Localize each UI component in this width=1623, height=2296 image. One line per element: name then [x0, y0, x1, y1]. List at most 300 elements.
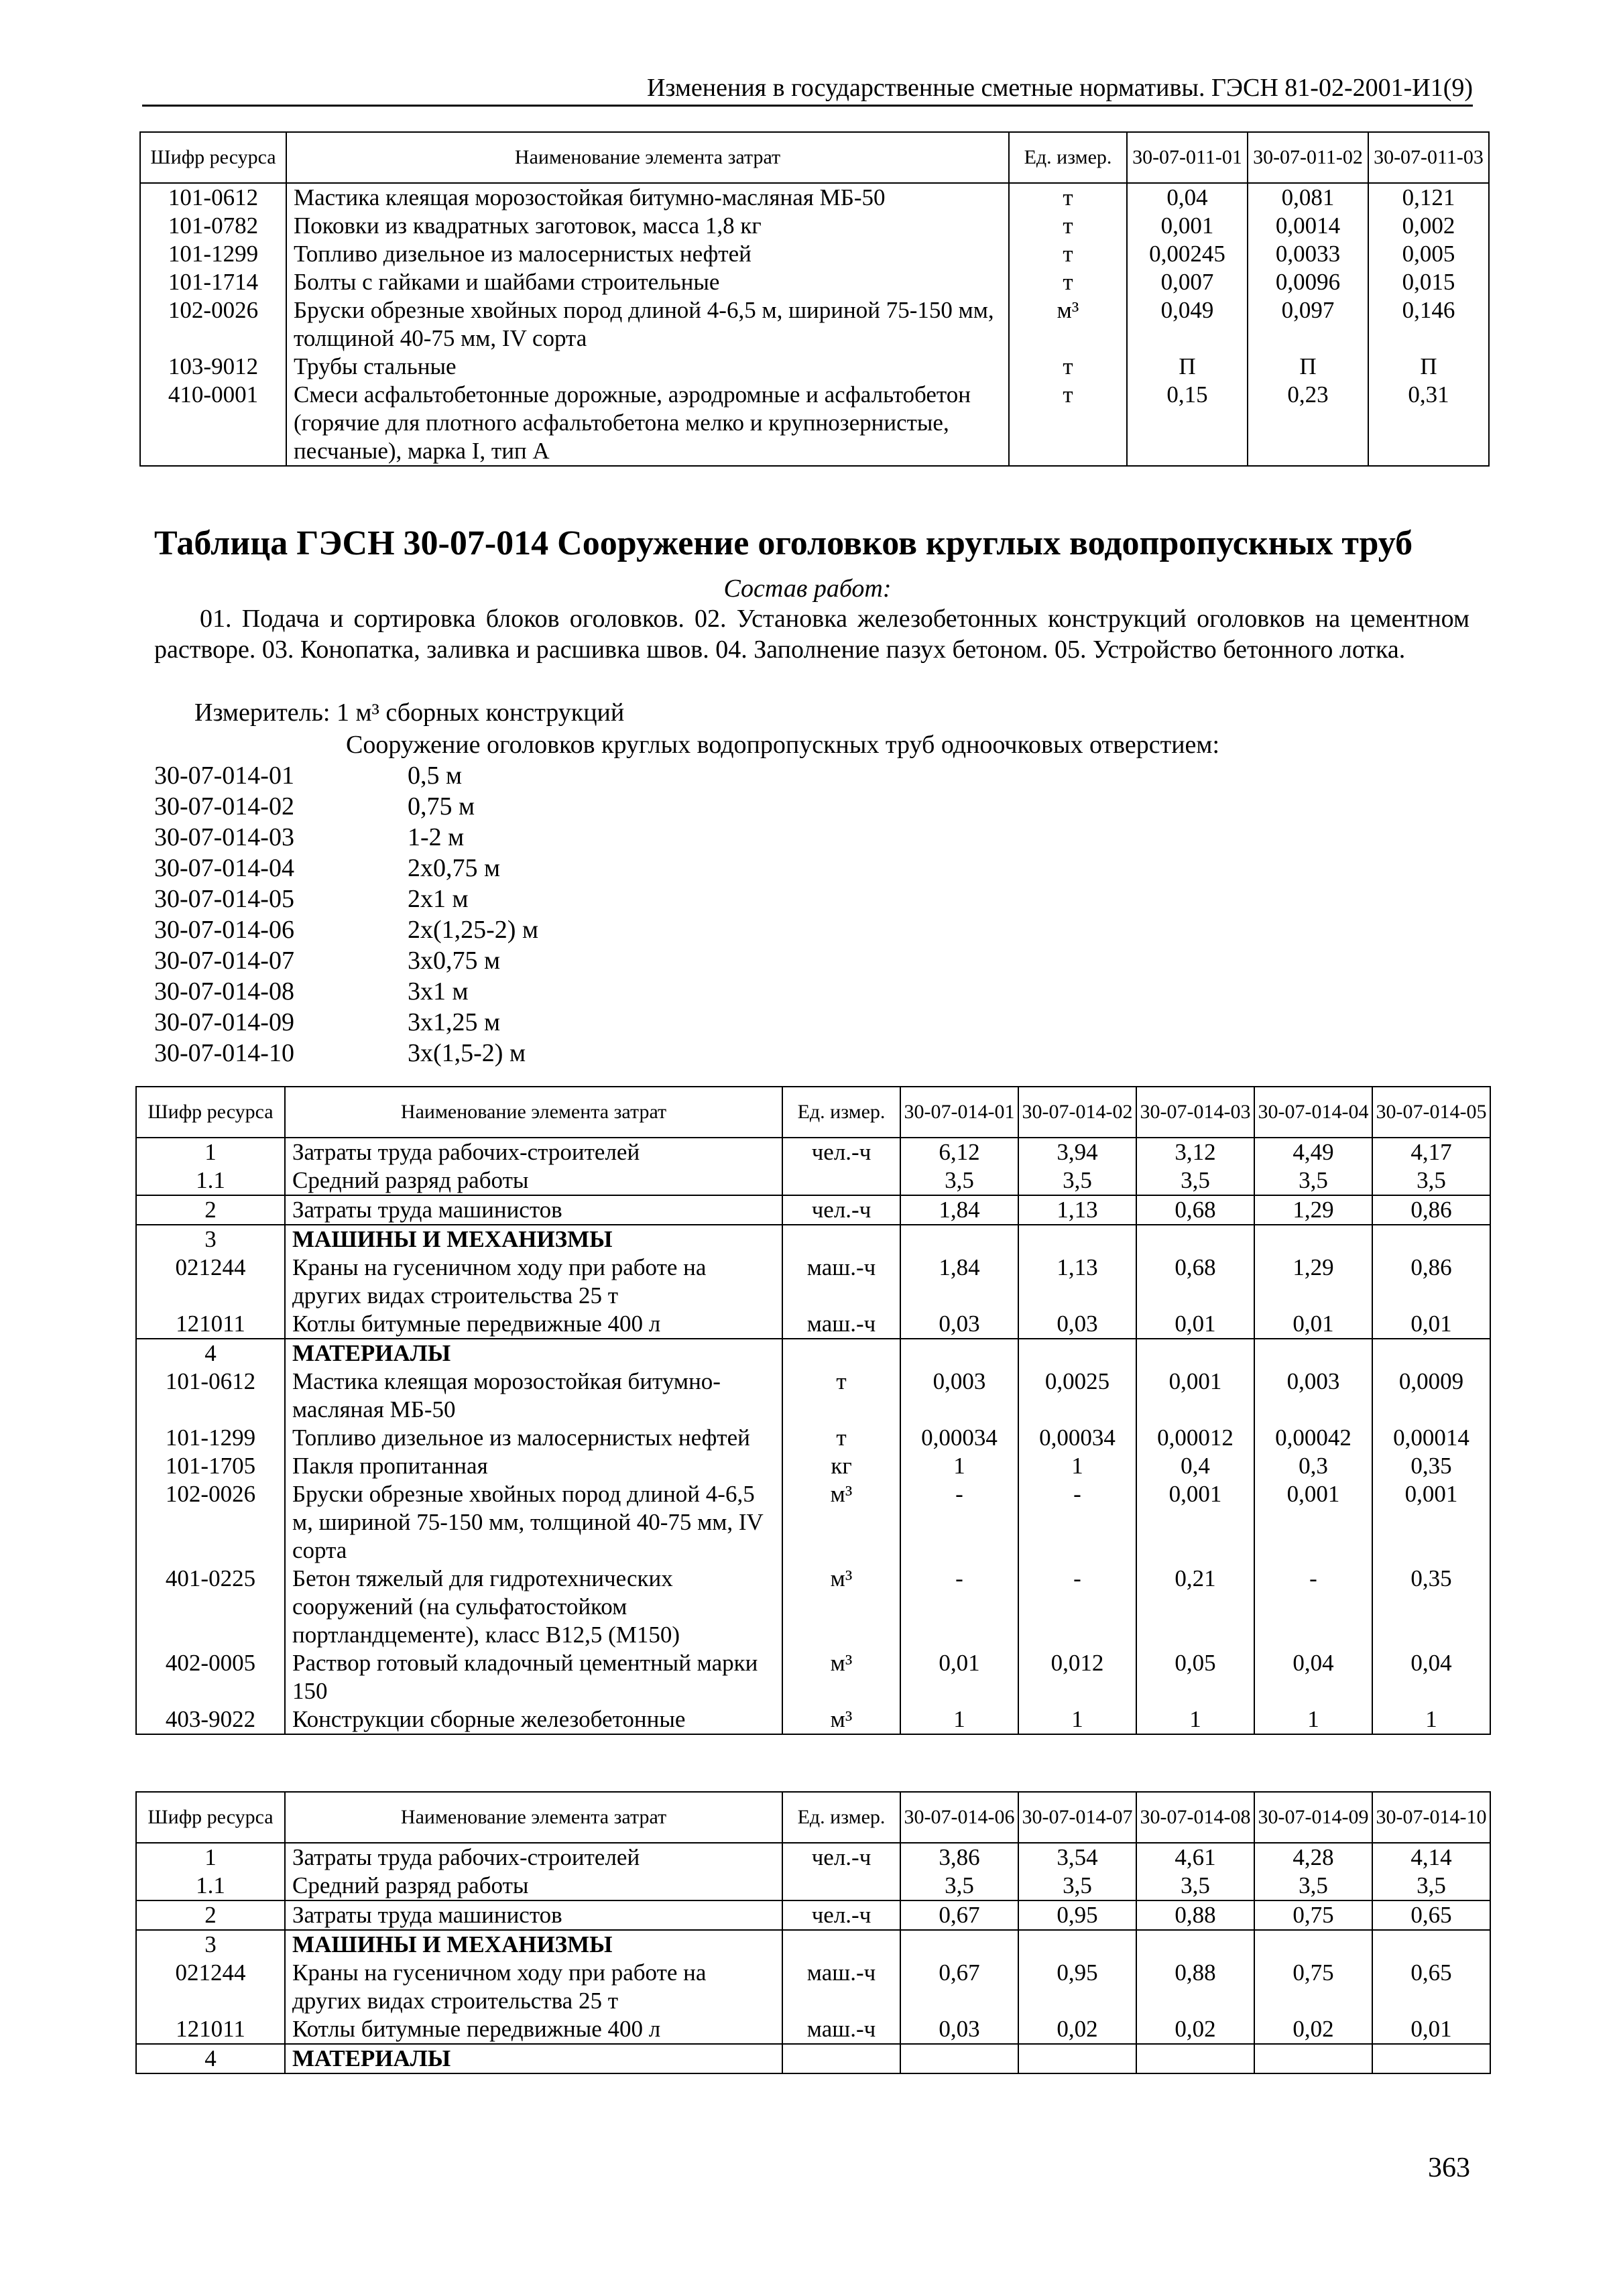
- norm-code: 30-07-014-10: [154, 1039, 294, 1067]
- col-header-unit: Ед. измер.: [1009, 132, 1127, 183]
- value-cell: 0,00012: [1136, 1424, 1254, 1452]
- unit-cell: т: [1009, 353, 1127, 381]
- norm-code: 30-07-014-08: [154, 977, 294, 1006]
- table-row: [136, 1705, 1490, 1734]
- resource-code-cell: 1: [136, 1138, 285, 1166]
- value-cell: 0,65: [1372, 1959, 1490, 2015]
- table-30-07-014-01-05: [135, 1086, 1491, 1735]
- value-cell: П: [1127, 353, 1248, 381]
- code-list-item: [154, 853, 538, 884]
- table-row: [136, 1649, 1490, 1705]
- col-header-value: 30-07-014-09: [1254, 1792, 1372, 1843]
- table-row: [136, 1339, 1490, 1368]
- resource-name-cell: МАТЕРИАЛЫ: [285, 2044, 782, 2073]
- resource-name-cell: Топливо дизельное из малосернистых нефтей: [286, 240, 1009, 268]
- table-row: [140, 353, 1489, 381]
- col-header-value: 30-07-014-04: [1254, 1087, 1372, 1138]
- value-cell: 1,29: [1254, 1195, 1372, 1225]
- unit-cell: т: [782, 1368, 900, 1424]
- unit-cell: чел.-ч: [782, 1843, 900, 1872]
- col-header-value: 30-07-011-03: [1368, 132, 1489, 183]
- value-cell: [1254, 1225, 1372, 1254]
- col-header-name: Наименование элемента затрат: [285, 1087, 782, 1138]
- norm-size: 2х0,75 м: [408, 854, 501, 882]
- value-cell: 0,95: [1018, 1959, 1136, 2015]
- value-cell: 0,001: [1127, 212, 1248, 240]
- resource-code-cell: 402-0005: [136, 1649, 285, 1705]
- value-cell: 1: [1254, 1705, 1372, 1734]
- resource-code-cell: 3: [136, 1225, 285, 1254]
- value-cell: [1372, 2044, 1490, 2073]
- value-cell: 0,0009: [1372, 1368, 1490, 1424]
- unit-cell: м³: [782, 1649, 900, 1705]
- table-row: [140, 212, 1489, 240]
- value-cell: 0,146: [1368, 296, 1489, 353]
- value-cell: [900, 2044, 1018, 2073]
- table-row: [136, 1843, 1490, 1872]
- value-cell: 0,03: [900, 1310, 1018, 1339]
- value-cell: 1,13: [1018, 1195, 1136, 1225]
- value-cell: 4,49: [1254, 1138, 1372, 1166]
- resource-code-cell: 101-0782: [140, 212, 286, 240]
- value-cell: 0,03: [1018, 1310, 1136, 1339]
- resource-code-cell: 121011: [136, 2015, 285, 2044]
- resource-code-cell: 1: [136, 1843, 285, 1872]
- norm-size: 3х1 м: [408, 977, 469, 1006]
- table-header-row: [136, 1087, 1490, 1138]
- resource-name-cell: Бруски обрезные хвойных пород длиной 4-6,5 м, шириной 75-150 мм, толщиной 40-75 мм, IV сорта: [286, 296, 1009, 353]
- col-header-code: Шифр ресурса: [136, 1087, 285, 1138]
- value-cell: 0,68: [1136, 1254, 1254, 1310]
- code-list-item: [154, 760, 538, 791]
- value-cell: 0,01: [1254, 1310, 1372, 1339]
- resource-code-cell: 2: [136, 1900, 285, 1930]
- resource-code-cell: 4: [136, 1339, 285, 1368]
- table-30-07-014-06-10: [135, 1791, 1491, 2074]
- value-cell: [900, 1225, 1018, 1254]
- resource-code-cell: 021244: [136, 1959, 285, 2015]
- col-header-value: 30-07-014-05: [1372, 1087, 1490, 1138]
- resource-name-cell: Мастика клеящая морозостойкая битумно-масляная МБ-50: [285, 1368, 782, 1424]
- unit-cell: [782, 2044, 900, 2073]
- value-cell: 4,61: [1136, 1843, 1254, 1872]
- value-cell: 0,002: [1368, 212, 1489, 240]
- value-cell: 3,5: [1254, 1872, 1372, 1900]
- unit-cell: чел.-ч: [782, 1195, 900, 1225]
- table-row: [140, 381, 1489, 466]
- resource-code-cell: 101-1299: [136, 1424, 285, 1452]
- running-header: Изменения в государственные сметные нормативы. ГЭСН 81-02-2001-И1(9): [142, 72, 1473, 107]
- value-cell: П: [1368, 353, 1489, 381]
- value-cell: 0,01: [1372, 1310, 1490, 1339]
- unit-cell: т: [1009, 212, 1127, 240]
- resource-code-cell: 401-0225: [136, 1565, 285, 1649]
- value-cell: 0,15: [1127, 381, 1248, 466]
- table-row: [136, 1480, 1490, 1565]
- value-cell: 0,03: [900, 2015, 1018, 2044]
- table-row: [140, 183, 1489, 212]
- resource-name-cell: Поковки из квадратных заготовок, масса 1,8 кг: [286, 212, 1009, 240]
- resource-code-cell: 3: [136, 1930, 285, 1959]
- resource-code-cell: 101-1714: [140, 268, 286, 296]
- work-composition-label: Состав работ:: [723, 575, 892, 603]
- value-cell: 3,5: [900, 1166, 1018, 1195]
- table-header-row: [140, 132, 1489, 183]
- unit-cell: маш.-ч: [782, 1310, 900, 1339]
- col-header-value: 30-07-014-08: [1136, 1792, 1254, 1843]
- table-row: [136, 1565, 1490, 1649]
- value-cell: -: [900, 1480, 1018, 1565]
- value-cell: [1018, 1225, 1136, 1254]
- value-cell: 1,29: [1254, 1254, 1372, 1310]
- value-cell: 0,88: [1136, 1900, 1254, 1930]
- unit-cell: кг: [782, 1452, 900, 1480]
- resource-name-cell: Топливо дизельное из малосернистых нефтей: [285, 1424, 782, 1452]
- code-list-item: [154, 884, 538, 914]
- resource-name-cell: Затраты труда машинистов: [285, 1900, 782, 1930]
- value-cell: [1018, 1930, 1136, 1959]
- value-cell: 0,0025: [1018, 1368, 1136, 1424]
- table-row: [136, 1310, 1490, 1339]
- table-row: [136, 2044, 1490, 2073]
- value-cell: [1254, 1339, 1372, 1368]
- value-cell: [1018, 2044, 1136, 2073]
- value-cell: 1: [1018, 1705, 1136, 1734]
- value-cell: 0,001: [1136, 1368, 1254, 1424]
- value-cell: 0,0033: [1248, 240, 1368, 268]
- value-cell: 1,13: [1018, 1254, 1136, 1310]
- value-cell: 0,86: [1372, 1195, 1490, 1225]
- unit-cell: [782, 1225, 900, 1254]
- value-cell: 0,02: [1018, 2015, 1136, 2044]
- resource-name-cell: Трубы стальные: [286, 353, 1009, 381]
- value-cell: 1,84: [900, 1195, 1018, 1225]
- code-list-item: [154, 1038, 538, 1069]
- resource-name-cell: Краны на гусеничном ходу при работе на других видах строительства 25 т: [285, 1254, 782, 1310]
- table-row: [140, 268, 1489, 296]
- table-row: [136, 2015, 1490, 2044]
- table-row: [136, 1930, 1490, 1959]
- table-row: [136, 1959, 1490, 2015]
- col-header-unit: Ед. измер.: [782, 1087, 900, 1138]
- col-header-value: 30-07-014-01: [900, 1087, 1018, 1138]
- value-cell: 4,17: [1372, 1138, 1490, 1166]
- value-cell: -: [1018, 1565, 1136, 1649]
- norm-size: 2х(1,25-2) м: [408, 916, 539, 944]
- resource-code-cell: 101-1299: [140, 240, 286, 268]
- value-cell: 0,003: [900, 1368, 1018, 1424]
- unit-cell: т: [1009, 381, 1127, 466]
- resource-code-cell: 102-0026: [140, 296, 286, 353]
- unit-cell: [782, 1930, 900, 1959]
- value-cell: -: [1254, 1565, 1372, 1649]
- col-header-value: 30-07-011-01: [1127, 132, 1248, 183]
- value-cell: 0,35: [1372, 1565, 1490, 1649]
- value-cell: 3,5: [900, 1872, 1018, 1900]
- page-number: 363: [1428, 2153, 1470, 2183]
- value-cell: П: [1248, 353, 1368, 381]
- resource-name-cell: Пакля пропитанная: [285, 1452, 782, 1480]
- value-cell: 0,00042: [1254, 1424, 1372, 1452]
- code-list-item: [154, 976, 538, 1007]
- value-cell: 0,0014: [1248, 212, 1368, 240]
- table-row: [136, 1368, 1490, 1424]
- value-cell: 0,23: [1248, 381, 1368, 466]
- norm-size: 0,75 м: [408, 792, 475, 821]
- value-cell: 0,007: [1127, 268, 1248, 296]
- value-cell: 3,94: [1018, 1138, 1136, 1166]
- value-cell: [1254, 1930, 1372, 1959]
- value-cell: [1018, 1339, 1136, 1368]
- value-cell: 0,88: [1136, 1959, 1254, 2015]
- value-cell: 0,35: [1372, 1452, 1490, 1480]
- col-header-name: Наименование элемента затрат: [286, 132, 1009, 183]
- value-cell: 0,4: [1136, 1452, 1254, 1480]
- unit-cell: [782, 1339, 900, 1368]
- norm-code: 30-07-014-01: [154, 762, 294, 790]
- resource-code-cell: 101-1705: [136, 1452, 285, 1480]
- unit-cell: маш.-ч: [782, 1959, 900, 2015]
- table-row: [136, 1872, 1490, 1900]
- value-cell: [900, 1930, 1018, 1959]
- value-cell: 0,05: [1136, 1649, 1254, 1705]
- resource-name-cell: Мастика клеящая морозостойкая битумно-масляная МБ-50: [286, 183, 1009, 212]
- value-cell: 4,28: [1254, 1843, 1372, 1872]
- resource-name-cell: Средний разряд работы: [285, 1166, 782, 1195]
- value-cell: [1136, 1225, 1254, 1254]
- norm-size: 1-2 м: [408, 823, 465, 851]
- value-cell: 6,12: [900, 1138, 1018, 1166]
- norm-size: 3х0,75 м: [408, 947, 501, 975]
- value-cell: 3,12: [1136, 1138, 1254, 1166]
- value-cell: 0,01: [1372, 2015, 1490, 2044]
- value-cell: 0,012: [1018, 1649, 1136, 1705]
- resource-code-cell: 1.1: [136, 1166, 285, 1195]
- value-cell: 0,015: [1368, 268, 1489, 296]
- table-row: [136, 1254, 1490, 1310]
- col-header-value: 30-07-014-07: [1018, 1792, 1136, 1843]
- resource-code-cell: 102-0026: [136, 1480, 285, 1565]
- unit-cell: м³: [782, 1480, 900, 1565]
- value-cell: 0,049: [1127, 296, 1248, 353]
- resource-name-cell: Бруски обрезные хвойных пород длиной 4-6,5 м, шириной 75-150 мм, толщиной 40-75 мм, IV сорта: [285, 1480, 782, 1565]
- unit-cell: т: [782, 1424, 900, 1452]
- resource-code-cell: 121011: [136, 1310, 285, 1339]
- value-cell: 3,5: [1372, 1166, 1490, 1195]
- unit-cell: маш.-ч: [782, 1254, 900, 1310]
- col-header-value: 30-07-014-02: [1018, 1087, 1136, 1138]
- resource-name-cell: Средний разряд работы: [285, 1872, 782, 1900]
- resource-name-cell: Болты с гайками и шайбами строительные: [286, 268, 1009, 296]
- value-cell: 0,75: [1254, 1900, 1372, 1930]
- norm-size: 3х(1,5-2) м: [408, 1039, 526, 1067]
- table-row: [136, 1900, 1490, 1930]
- resource-name-cell: Затраты труда рабочих-строителей: [285, 1843, 782, 1872]
- value-cell: 1: [900, 1705, 1018, 1734]
- table-row: [136, 1225, 1490, 1254]
- value-cell: -: [900, 1565, 1018, 1649]
- code-list: [154, 760, 538, 1069]
- table-row: [140, 296, 1489, 353]
- resource-name-cell: Затраты труда машинистов: [285, 1195, 782, 1225]
- resource-name-cell: МАТЕРИАЛЫ: [285, 1339, 782, 1368]
- value-cell: 0,31: [1368, 381, 1489, 466]
- col-header-code: Шифр ресурса: [140, 132, 286, 183]
- value-cell: 3,86: [900, 1843, 1018, 1872]
- table-row: [136, 1195, 1490, 1225]
- value-cell: 0,04: [1254, 1649, 1372, 1705]
- value-cell: 0,86: [1372, 1254, 1490, 1310]
- norm-code: 30-07-014-07: [154, 947, 294, 975]
- value-cell: 0,001: [1136, 1480, 1254, 1565]
- resource-name-cell: Затраты труда рабочих-строителей: [285, 1138, 782, 1166]
- unit-cell: чел.-ч: [782, 1900, 900, 1930]
- value-cell: 0,00034: [1018, 1424, 1136, 1452]
- value-cell: 0,0096: [1248, 268, 1368, 296]
- value-cell: 0,121: [1368, 183, 1489, 212]
- value-cell: 0,00034: [900, 1424, 1018, 1452]
- table-header-row: [136, 1792, 1490, 1843]
- unit-of-measure: Измеритель: 1 м³ сборных конструкций: [194, 699, 625, 727]
- work-composition-text: 01. Подача и сортировка блоков оголовков. 02. Установка железобетонных конструкций оголовков на цементном растворе. 03. Конопатка, заливка и расшивка швов. 04. Заполнение пазух бетоном. 05. Устройство бетонного лотка.: [154, 605, 1469, 664]
- section-title: Таблица ГЭСН 30-07-014 Сооружение оголовков круглых водопропускных труб: [154, 524, 1413, 562]
- resource-code-cell: 2: [136, 1195, 285, 1225]
- value-cell: 1: [1018, 1452, 1136, 1480]
- resource-code-cell: 103-9012: [140, 353, 286, 381]
- value-cell: 0,65: [1372, 1900, 1490, 1930]
- value-cell: 0,75: [1254, 1959, 1372, 2015]
- value-cell: 0,001: [1254, 1480, 1372, 1565]
- value-cell: 0,3: [1254, 1452, 1372, 1480]
- unit-cell: м³: [1009, 296, 1127, 353]
- table-row: [136, 1166, 1490, 1195]
- col-header-value: 30-07-014-10: [1372, 1792, 1490, 1843]
- code-list-item: [154, 1007, 538, 1038]
- unit-cell: чел.-ч: [782, 1138, 900, 1166]
- col-header-value: 30-07-011-02: [1248, 132, 1368, 183]
- value-cell: 0,081: [1248, 183, 1368, 212]
- value-cell: 0,01: [1136, 1310, 1254, 1339]
- unit-cell: м³: [782, 1565, 900, 1649]
- value-cell: 0,67: [900, 1959, 1018, 2015]
- value-cell: 1: [1136, 1705, 1254, 1734]
- value-cell: 0,00014: [1372, 1424, 1490, 1452]
- resource-name-cell: МАШИНЫ И МЕХАНИЗМЫ: [285, 1225, 782, 1254]
- resource-code-cell: 021244: [136, 1254, 285, 1310]
- value-cell: 0,04: [1127, 183, 1248, 212]
- unit-cell: т: [1009, 240, 1127, 268]
- value-cell: 3,5: [1136, 1872, 1254, 1900]
- value-cell: 0,02: [1136, 2015, 1254, 2044]
- value-cell: 0,02: [1254, 2015, 1372, 2044]
- value-cell: 0,005: [1368, 240, 1489, 268]
- value-cell: 0,097: [1248, 296, 1368, 353]
- norm-code: 30-07-014-02: [154, 792, 294, 821]
- value-cell: [1372, 1225, 1490, 1254]
- value-cell: 3,5: [1372, 1872, 1490, 1900]
- norm-size: 0,5 м: [408, 762, 463, 790]
- value-cell: 0,01: [900, 1649, 1018, 1705]
- norm-code: 30-07-014-05: [154, 885, 294, 913]
- norm-code: 30-07-014-04: [154, 854, 294, 882]
- resource-name-cell: Раствор готовый кладочный цементный марки 150: [285, 1649, 782, 1705]
- unit-cell: м³: [782, 1705, 900, 1734]
- norm-size: 3х1,25 м: [408, 1008, 501, 1036]
- value-cell: [1136, 1339, 1254, 1368]
- unit-cell: [782, 1166, 900, 1195]
- resource-name-cell: Бетон тяжелый для гидротехнических сооружений (на сульфатостойком портландцементе), класс В12,5 (М150): [285, 1565, 782, 1649]
- code-list-item: [154, 914, 538, 945]
- resource-name-cell: МАШИНЫ И МЕХАНИЗМЫ: [285, 1930, 782, 1959]
- value-cell: [1254, 2044, 1372, 2073]
- unit-cell: т: [1009, 183, 1127, 212]
- value-cell: 1,84: [900, 1254, 1018, 1310]
- value-cell: [1372, 1339, 1490, 1368]
- table-row: [140, 240, 1489, 268]
- col-header-name: Наименование элемента затрат: [285, 1792, 782, 1843]
- norm-code: 30-07-014-09: [154, 1008, 294, 1036]
- value-cell: [1372, 1930, 1490, 1959]
- resource-code-cell: 101-0612: [140, 183, 286, 212]
- value-cell: 4,14: [1372, 1843, 1490, 1872]
- table-row: [136, 1138, 1490, 1166]
- value-cell: 3,5: [1136, 1166, 1254, 1195]
- value-cell: 0,001: [1372, 1480, 1490, 1565]
- resource-code-cell: 403-9022: [136, 1705, 285, 1734]
- value-cell: 3,5: [1254, 1166, 1372, 1195]
- unit-cell: [782, 1872, 900, 1900]
- value-cell: -: [1018, 1480, 1136, 1565]
- col-header-value: 30-07-014-03: [1136, 1087, 1254, 1138]
- unit-cell: маш.-ч: [782, 2015, 900, 2044]
- value-cell: 0,95: [1018, 1900, 1136, 1930]
- col-header-unit: Ед. измер.: [782, 1792, 900, 1843]
- resource-code-cell: 410-0001: [140, 381, 286, 466]
- col-header-value: 30-07-014-06: [900, 1792, 1018, 1843]
- codes-caption: Сооружение оголовков круглых водопропускных труб одноочковых отверстием:: [346, 731, 1220, 759]
- value-cell: 0,21: [1136, 1565, 1254, 1649]
- value-cell: 3,54: [1018, 1843, 1136, 1872]
- norm-code: 30-07-014-03: [154, 823, 294, 851]
- value-cell: 0,00245: [1127, 240, 1248, 268]
- resource-code-cell: 101-0612: [136, 1368, 285, 1424]
- value-cell: 0,68: [1136, 1195, 1254, 1225]
- resource-name-cell: Котлы битумные передвижные 400 л: [285, 2015, 782, 2044]
- value-cell: [900, 1339, 1018, 1368]
- value-cell: 0,003: [1254, 1368, 1372, 1424]
- code-list-item: [154, 791, 538, 822]
- resource-name-cell: Конструкции сборные железобетонные: [285, 1705, 782, 1734]
- value-cell: [1136, 2044, 1254, 2073]
- value-cell: 1: [1372, 1705, 1490, 1734]
- value-cell: 3,5: [1018, 1872, 1136, 1900]
- code-list-item: [154, 945, 538, 976]
- value-cell: 3,5: [1018, 1166, 1136, 1195]
- col-header-code: Шифр ресурса: [136, 1792, 285, 1843]
- norm-code: 30-07-014-06: [154, 916, 294, 944]
- resource-name-cell: Смеси асфальтобетонные дорожные, аэродромные и асфальтобетон (горячие для плотного асфальтобетона мелко и крупнозернистые, песчаные), марка I, тип А: [286, 381, 1009, 466]
- value-cell: [1136, 1930, 1254, 1959]
- resource-code-cell: 4: [136, 2044, 285, 2073]
- resource-code-cell: 1.1: [136, 1872, 285, 1900]
- value-cell: 0,04: [1372, 1649, 1490, 1705]
- table-row: [136, 1424, 1490, 1452]
- table-row: [136, 1452, 1490, 1480]
- unit-cell: т: [1009, 268, 1127, 296]
- resource-name-cell: Котлы битумные передвижные 400 л: [285, 1310, 782, 1339]
- resource-name-cell: Краны на гусеничном ходу при работе на других видах строительства 25 т: [285, 1959, 782, 2015]
- code-list-item: [154, 822, 538, 853]
